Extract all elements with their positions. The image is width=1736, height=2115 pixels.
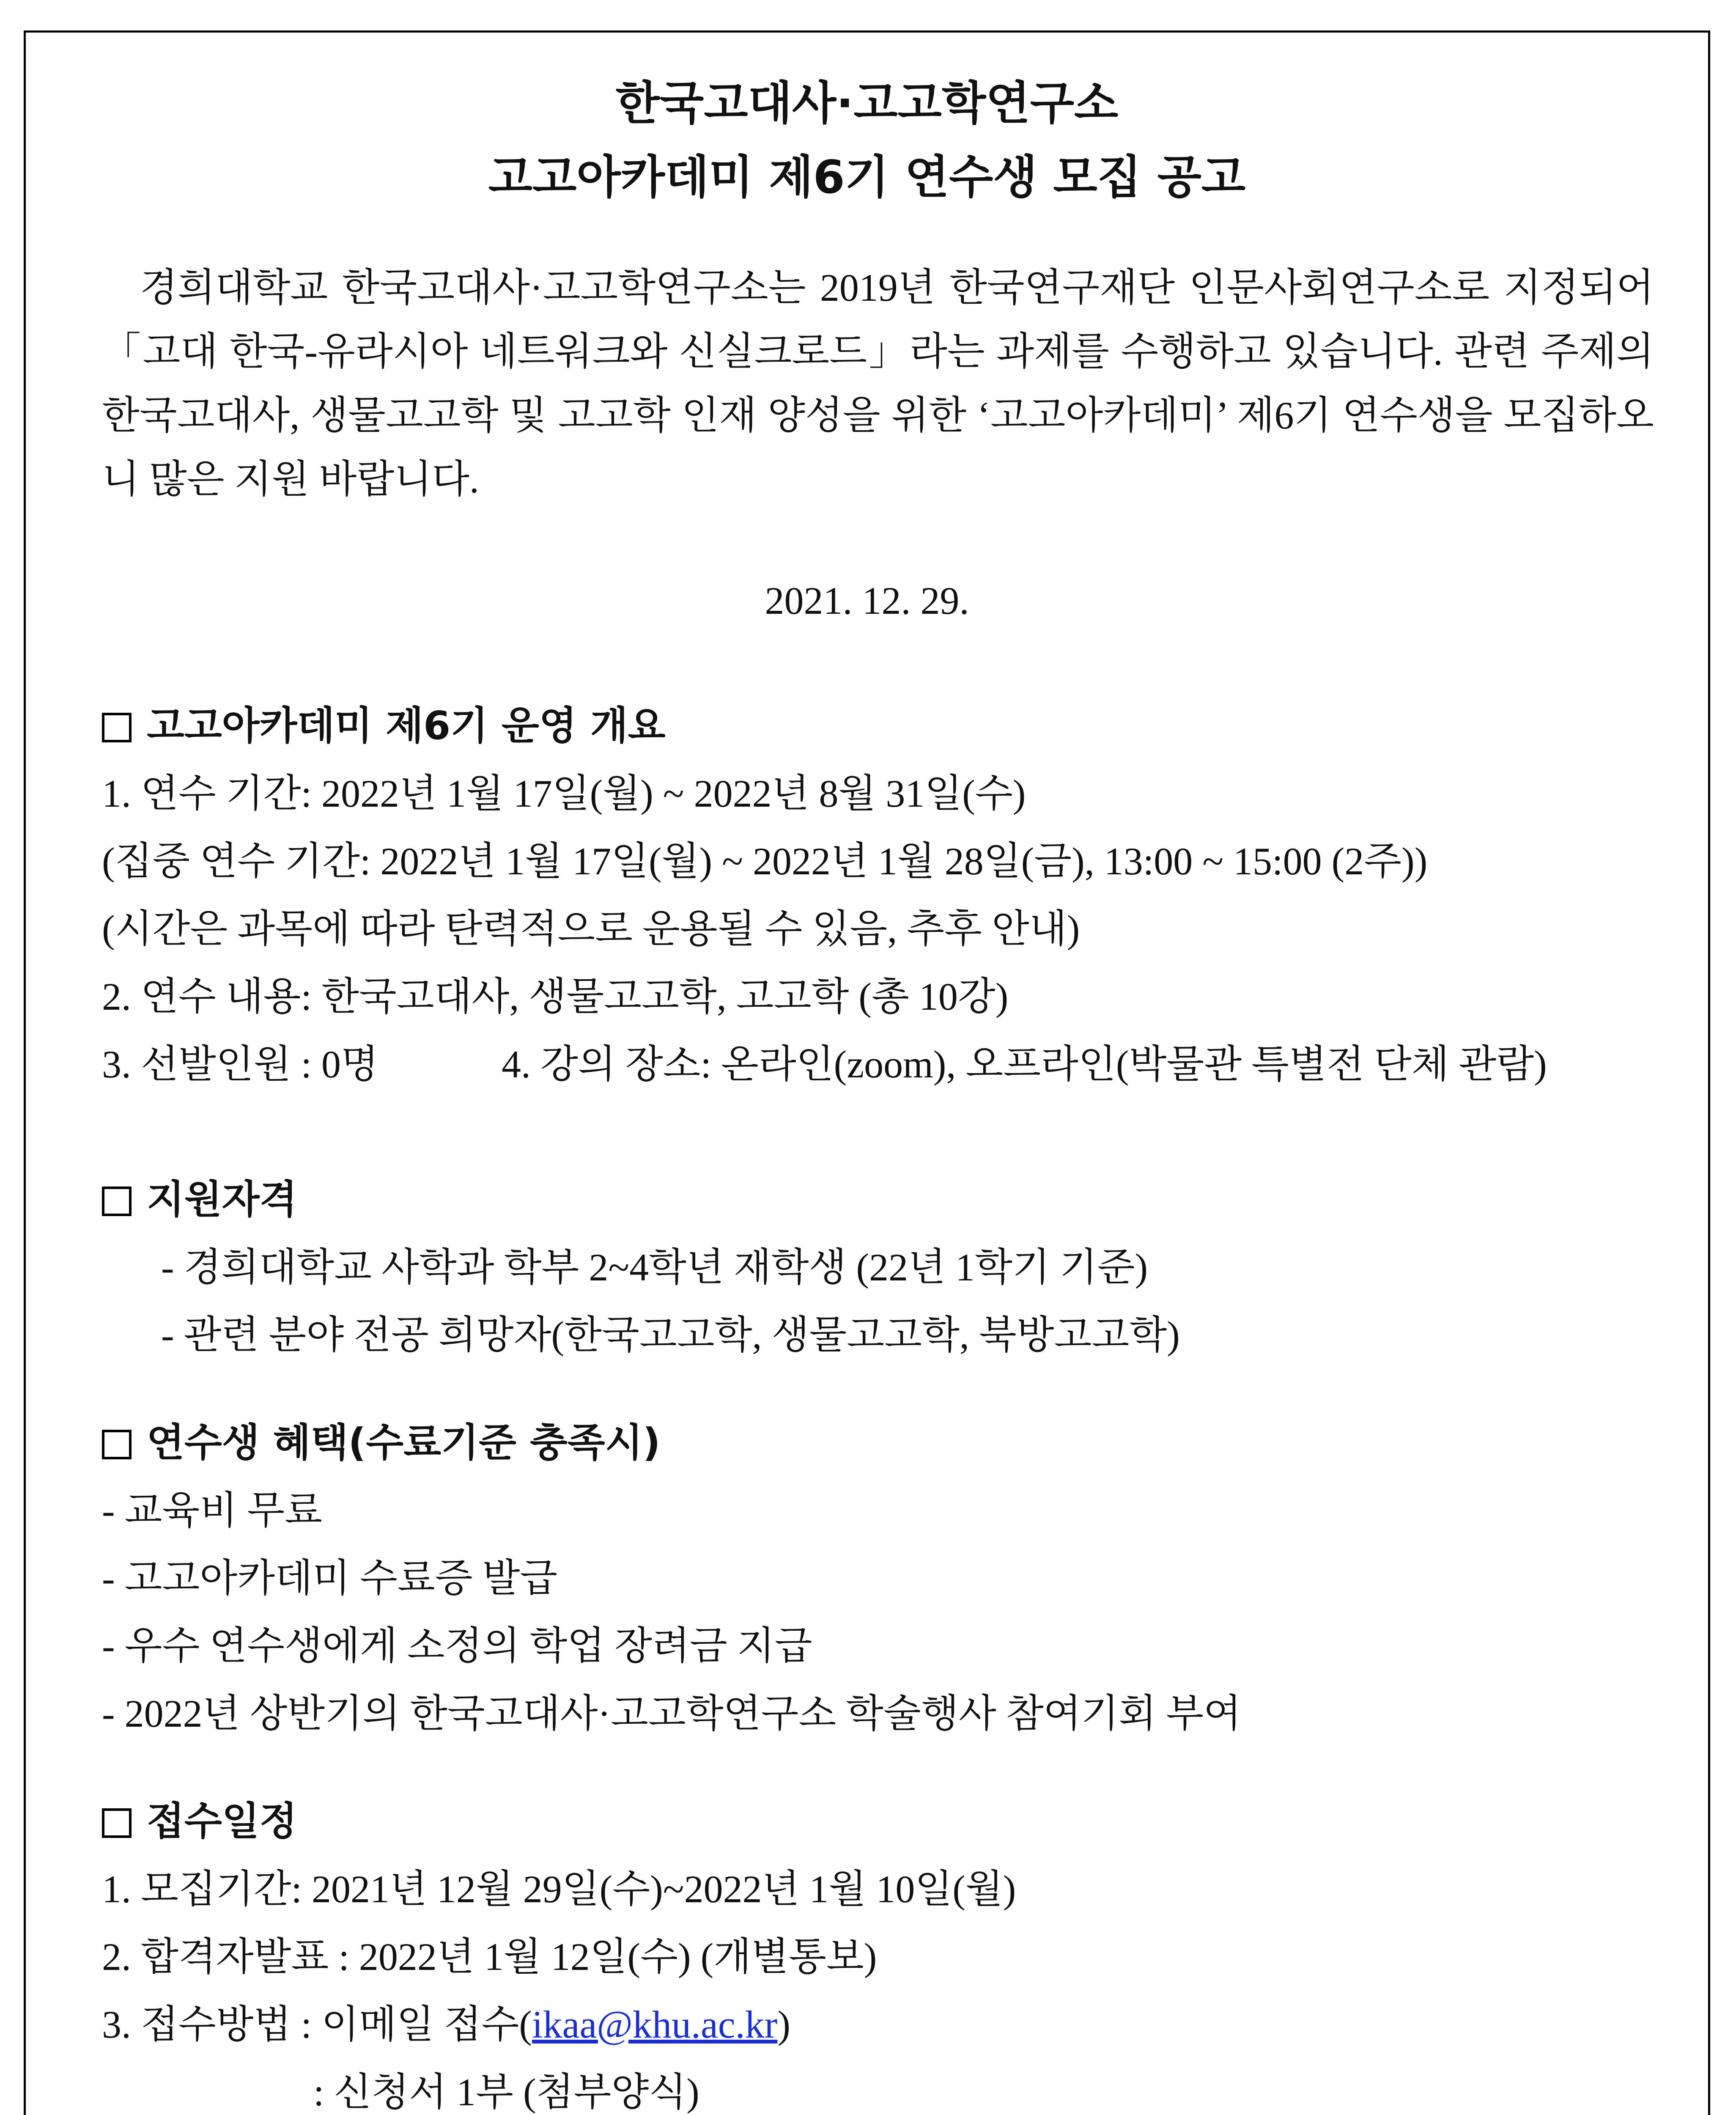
announcement-date: 2021. 12. 29. bbox=[765, 579, 969, 622]
schedule-announcement: 2. 합격자발표 : 2022년 1월 12일(수) (개별통보) bbox=[102, 1935, 877, 1978]
eligibility-heading bbox=[102, 1168, 297, 1224]
overview-heading-text: 고고아카데미 제6기 운영 개요 bbox=[147, 703, 666, 748]
schedule-heading bbox=[102, 1790, 297, 1846]
schedule-application-form: : 신청서 1부 (첨부양식) bbox=[313, 2071, 699, 2114]
benefit-item-4: - 2022년 상반기의 한국고대사·고고학연구소 학술행사 참여기회 부여 bbox=[102, 1692, 1241, 1735]
eligibility-heading-text: 지원자격 bbox=[147, 1177, 297, 1222]
overview-period: 1. 연수 기간: 2022년 1월 17일(월) ~ 2022년 8월 31일(수) bbox=[102, 772, 1026, 815]
schedule-period: 1. 모집기간: 2021년 12월 29일(수)~2022년 1월 10일(월) bbox=[102, 1868, 1016, 1911]
schedule-method-prefix: 3. 접수방법 : 이메일 접수( bbox=[102, 2003, 532, 2046]
eligibility-item-1: - 경희대학교 사학과 학부 2~4학년 재학생 (22년 1학기 기준) bbox=[161, 1246, 1148, 1289]
title-line-2: 고고아카데미 제6기 연수생 모집 공고 bbox=[488, 151, 1246, 204]
schedule-heading-text: 접수일정 bbox=[147, 1799, 297, 1844]
benefit-item-3: - 우수 연수생에게 소정의 학업 장려금 지급 bbox=[102, 1624, 812, 1667]
overview-heading bbox=[102, 695, 666, 750]
checkbox-square-icon bbox=[102, 1187, 132, 1216]
eligibility-item-2: - 관련 분야 전공 희망자(한국고고학, 생물고고학, 북방고고학) bbox=[161, 1313, 1180, 1357]
benefit-item-2: - 고고아카데미 수료증 발급 bbox=[102, 1557, 558, 1600]
overview-time-note: (시간은 과목에 따라 탄력적으로 운용될 수 있음, 추후 안내) bbox=[102, 907, 1080, 950]
overview-content: 2. 연수 내용: 한국고대사, 생물고고학, 고고학 (총 10강) bbox=[102, 975, 1009, 1018]
checkbox-square-icon bbox=[102, 713, 132, 742]
schedule-method-suffix: ) bbox=[777, 2003, 790, 2046]
benefits-heading bbox=[102, 1412, 661, 1467]
email-link[interactable]: ikaa@khu.ac.kr bbox=[532, 2003, 778, 2046]
overview-venue: 4. 강의 장소: 온라인(zoom), 오프라인(박물관 특별전 단체 관람) bbox=[502, 1043, 1547, 1086]
intro-paragraph: 경희대학교 한국고대사·고고학연구소는 2019년 한국연구재단 인문사회연구소로 지정되어 「고대 한국-유라시아 네트워크와 신실크로드」라는 과제를 수행하고 있습니다. 관련 주제의 한국고대사, 생물고고학 및 고고학 인재 양성을 위한 ‘고고아카데미’ 제6기 연수생을 모집하오니 많은 지원 바랍니다. bbox=[102, 266, 1654, 501]
overview-intensive-period: (집중 연수 기간: 2022년 1월 17일(월) ~ 2022년 1월 28일(금), 13:00 ~ 15:00 (2주)) bbox=[102, 840, 1428, 883]
benefits-heading-text: 연수생 혜택(수료기준 충족시) bbox=[147, 1420, 661, 1465]
checkbox-square-icon bbox=[102, 1430, 132, 1459]
overview-quota: 3. 선발인원 : 0명 bbox=[102, 1043, 378, 1086]
title-line-1: 한국고대사·고고학연구소 bbox=[615, 77, 1119, 130]
schedule-method bbox=[102, 1993, 790, 2049]
checkbox-square-icon bbox=[102, 1808, 132, 1838]
document-page bbox=[24, 30, 1710, 2115]
benefit-item-1: - 교육비 무료 bbox=[102, 1489, 322, 1532]
